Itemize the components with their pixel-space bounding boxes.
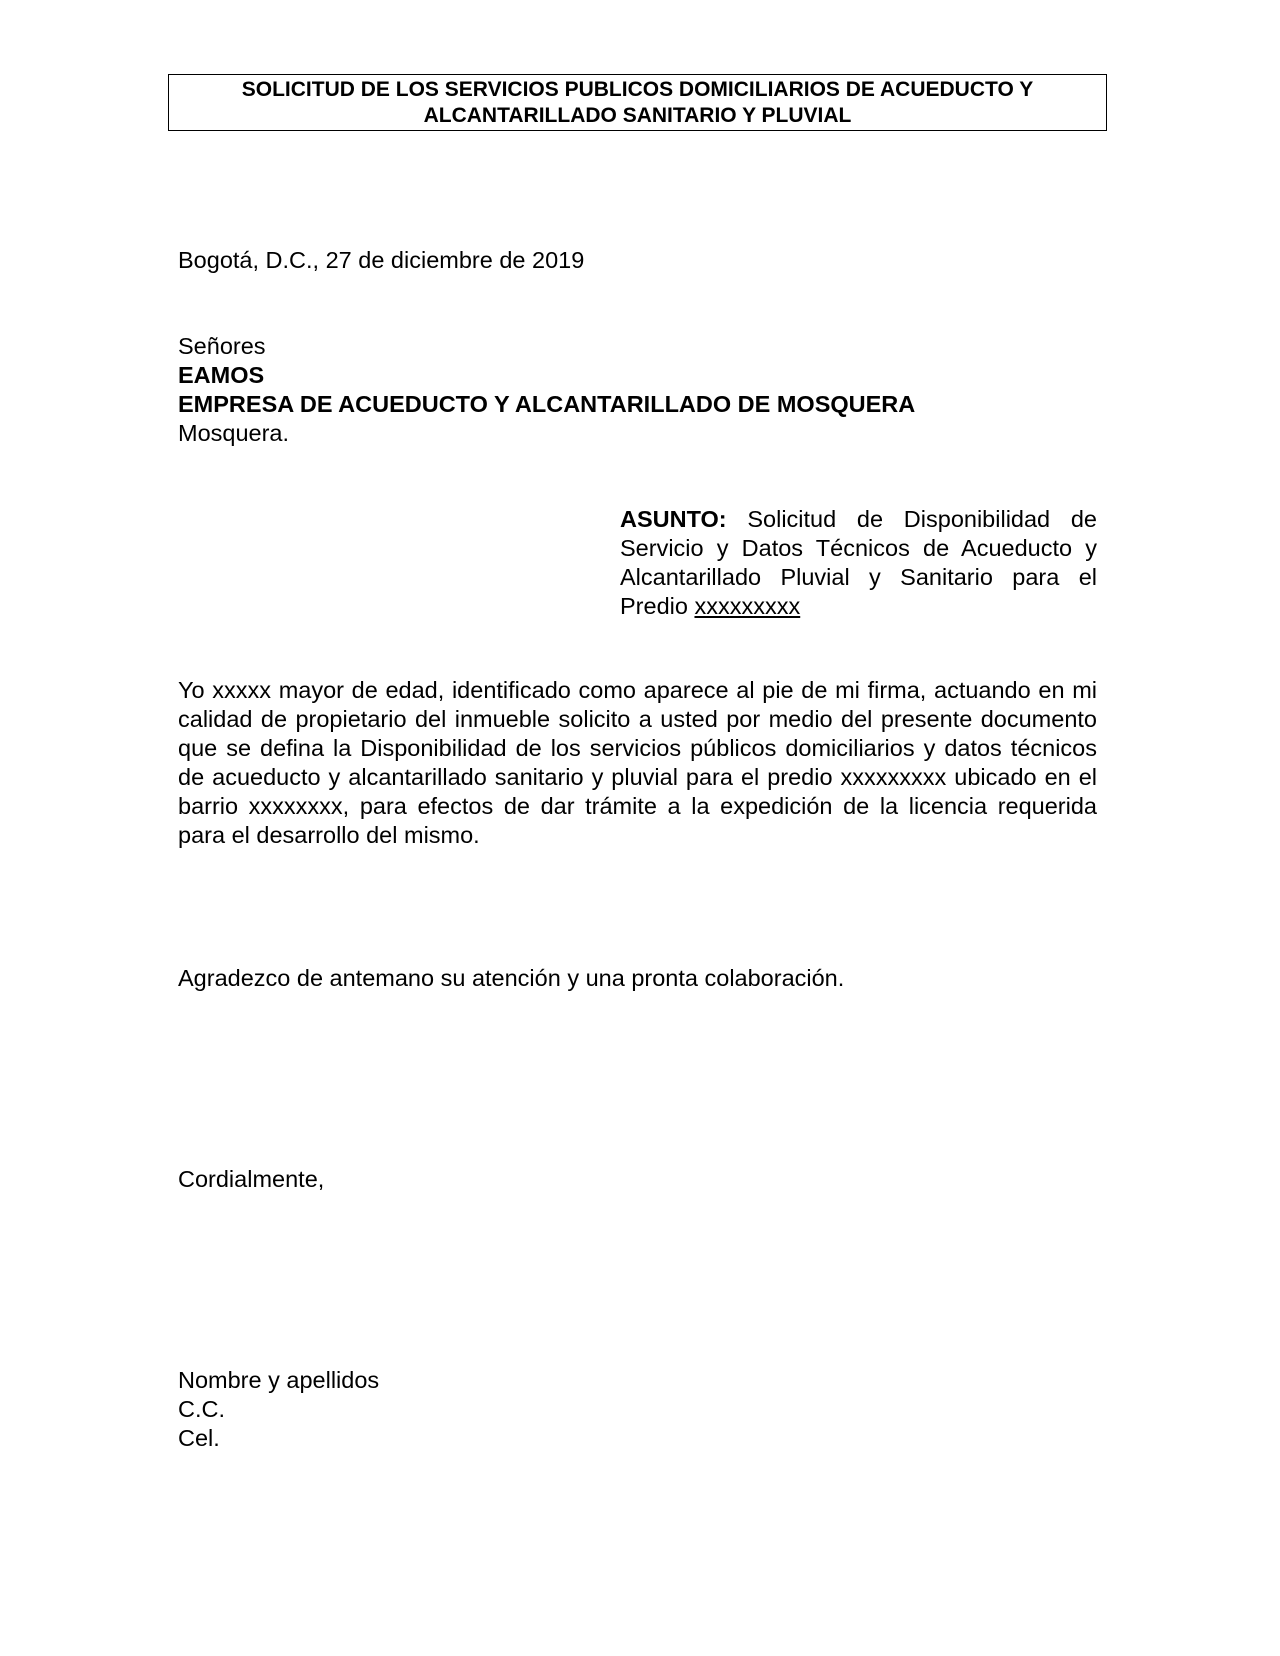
- closing-line: Cordialmente,: [178, 1166, 325, 1192]
- subject-label: ASUNTO:: [620, 506, 727, 532]
- signature-id: C.C.: [178, 1396, 225, 1422]
- signature-phone: Cel.: [178, 1425, 220, 1451]
- body-paragraph: Yo xxxxx mayor de edad, identificado como aparece al pie de mi firma, actuando en mi calidad de propietario del inmueble solicito a usted por medio del presente documento que se defina la Disponibilidad de los servicios públicos domiciliarios y datos técnicos de acueducto y alcantarillado sanitario y pluvial para el predio xxxxxxxxx ubicado en el barrio xxxxxxxx, para efectos de dar trámite a la expedición de la licencia requerida para el desarrollo del mismo.: [178, 677, 1097, 848]
- addressee-city: Mosquera.: [178, 420, 290, 446]
- document-title-line-1: SOLICITUD DE LOS SERVICIOS PUBLICOS DOMICILIARIOS DE ACUEDUCTO Y: [241, 78, 1034, 101]
- thanks-line: Agradezco de antemano su atención y una pronta colaboración.: [178, 965, 845, 991]
- addressee-salutation: Señores: [178, 333, 266, 359]
- letter-date: Bogotá, D.C., 27 de diciembre de 2019: [178, 247, 585, 273]
- signature-block: [178, 1366, 379, 1453]
- document-title-line-2: ALCANTARILLADO SANITARIO Y PLUVIAL: [423, 104, 852, 127]
- subject-block: [620, 505, 1097, 621]
- subject-predio-value: xxxxxxxxx: [694, 593, 801, 619]
- addressee-company-short: EAMOS: [178, 362, 265, 388]
- document-title-box: [168, 74, 1107, 131]
- addressee-company-full: EMPRESA DE ACUEDUCTO Y ALCANTARILLADO DE MOSQUERA: [178, 391, 916, 417]
- signature-name: Nombre y apellidos: [178, 1367, 380, 1393]
- addressee-block: [178, 332, 915, 448]
- subject-text: Solicitud de Disponibilidad de Servicio y Datos Técnicos de Acueducto y Alcantarillado Pluvial y Sanitario para el Predio: [620, 506, 1097, 619]
